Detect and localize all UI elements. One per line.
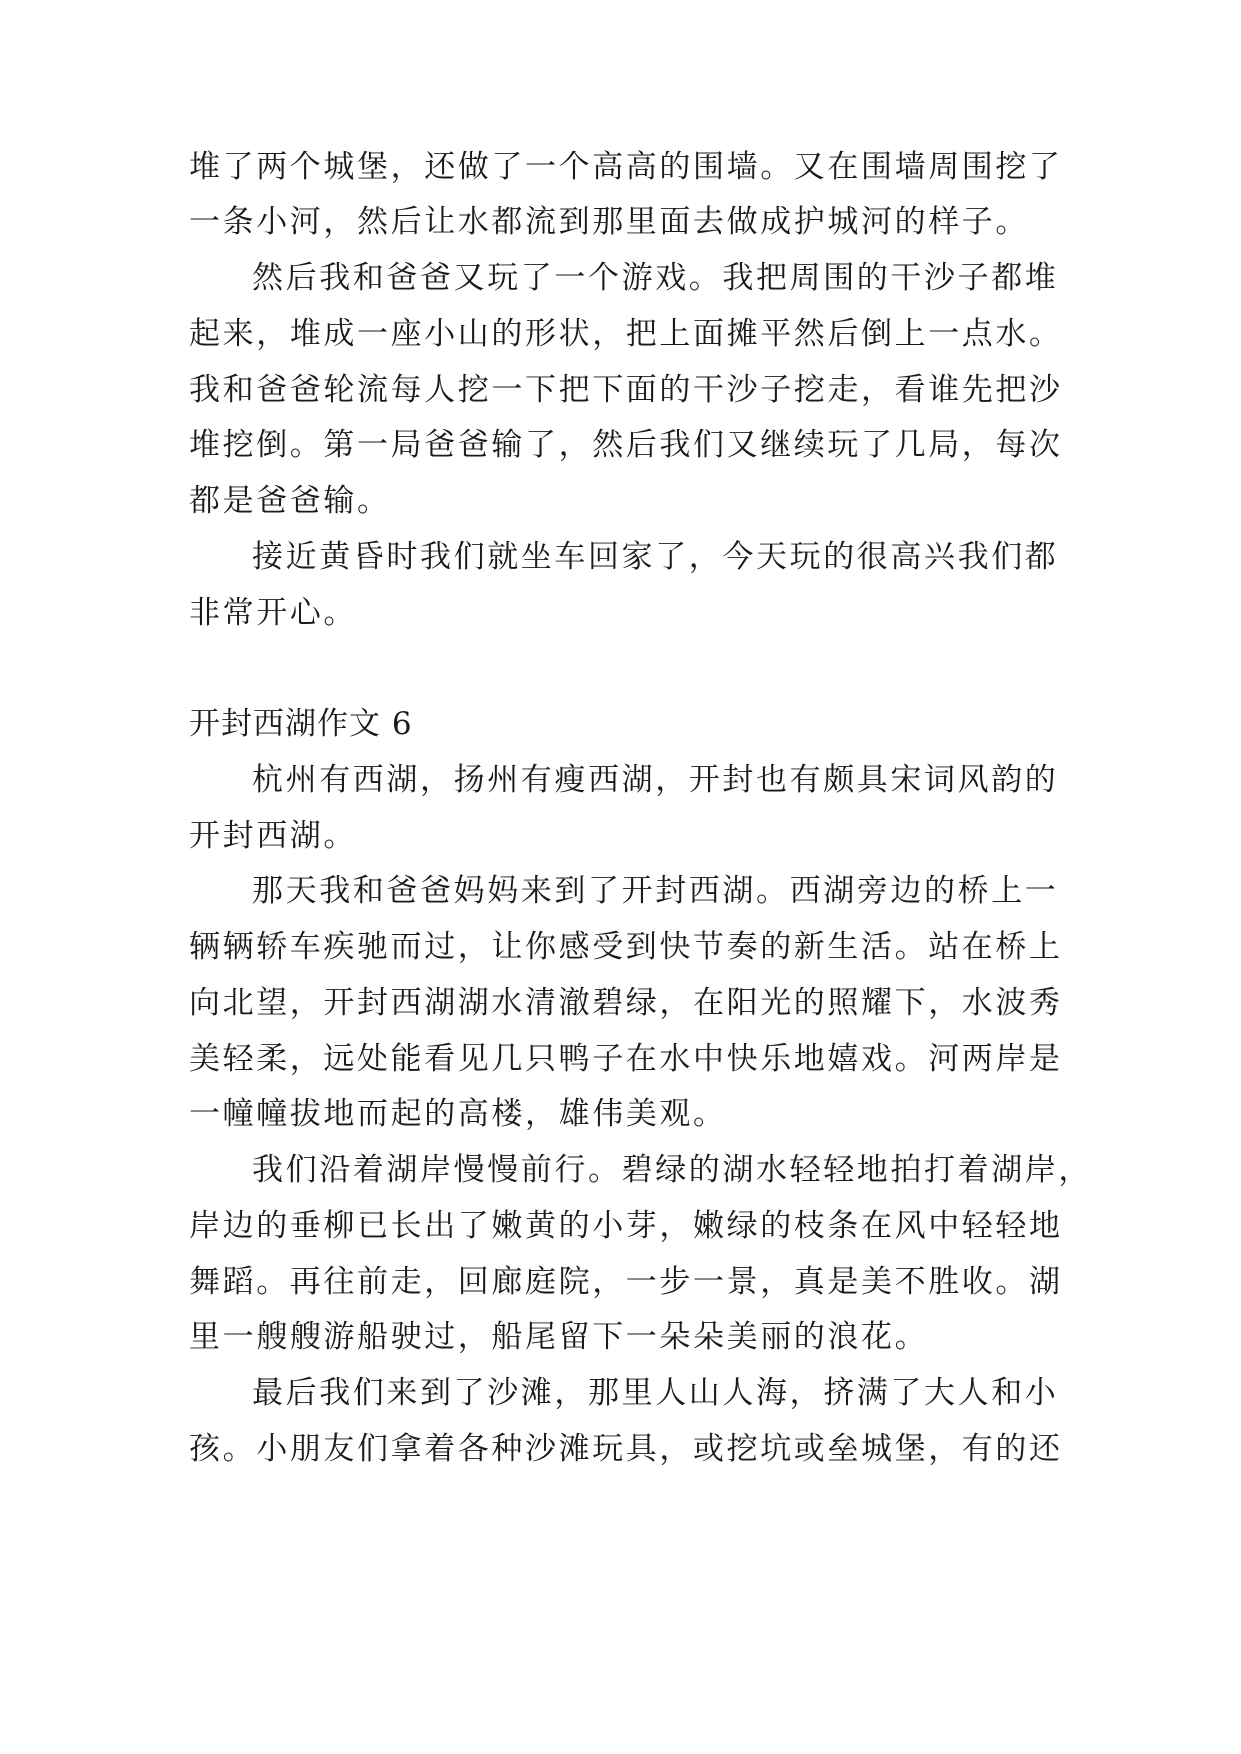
paragraph-line: 接近黄昏时我们就坐车回家了，今天玩的很高兴我们都 [252, 539, 1059, 575]
paragraph-line: 非常开心。 [189, 595, 357, 631]
paragraph-line: 里一艘艘游船驶过，船尾留下一朵朵美丽的浪花。 [189, 1319, 929, 1355]
paragraph-line: 岸边的垂柳已长出了嫩黄的小芽，嫩绿的枝条在风中轻轻地 [189, 1208, 1063, 1244]
paragraph-line: 那天我和爸爸妈妈来到了开封西湖。西湖旁边的桥上一 [252, 873, 1059, 909]
paragraph-line: 辆辆轿车疾驰而过，让你感受到快节奏的新生活。站在桥上 [189, 929, 1063, 965]
paragraph-line: 然后我和爸爸又玩了一个游戏。我把周围的干沙子都堆 [252, 260, 1059, 296]
paragraph-line: 起来，堆成一座小山的形状，把上面摊平然后倒上一点水。 [189, 316, 1063, 352]
paragraph-line: 孩。小朋友们拿着各种沙滩玩具，或挖坑或垒城堡，有的还 [189, 1431, 1063, 1467]
paragraph-line: 一幢幢拔地而起的高楼，雄伟美观。 [189, 1096, 727, 1132]
paragraph-line: 最后我们来到了沙滩，那里人山人海，挤满了大人和小 [252, 1375, 1059, 1411]
paragraph-line: 都是爸爸输。 [189, 483, 391, 519]
section-heading: 开封西湖作文 6 [189, 706, 413, 742]
paragraph-line: 一条小河，然后让水都流到那里面去做成护城河的样子。 [189, 204, 1029, 240]
paragraph-line: 舞蹈。再往前走，回廊庭院，一步一景，真是美不胜收。湖 [189, 1264, 1063, 1300]
paragraph-line: 开封西湖。 [189, 818, 357, 854]
paragraph-line: 我们沿着湖岸慢慢前行。碧绿的湖水轻轻地拍打着湖岸， [252, 1152, 1092, 1188]
paragraph-line: 堆挖倒。第一局爸爸输了，然后我们又继续玩了几局，每次 [189, 427, 1063, 463]
paragraph-line: 美轻柔，远处能看见几只鸭子在水中快乐地嬉戏。河两岸是 [189, 1041, 1063, 1077]
paragraph-line: 向北望，开封西湖湖水清澈碧绿，在阳光的照耀下，水波秀 [189, 985, 1063, 1021]
paragraph-line: 我和爸爸轮流每人挖一下把下面的干沙子挖走，看谁先把沙 [189, 372, 1063, 408]
paragraph-line: 杭州有西湖，扬州有瘦西湖，开封也有颇具宋词风韵的 [252, 762, 1059, 798]
paragraph-line: 堆了两个城堡，还做了一个高高的围墙。又在围墙周围挖了 [189, 149, 1063, 185]
